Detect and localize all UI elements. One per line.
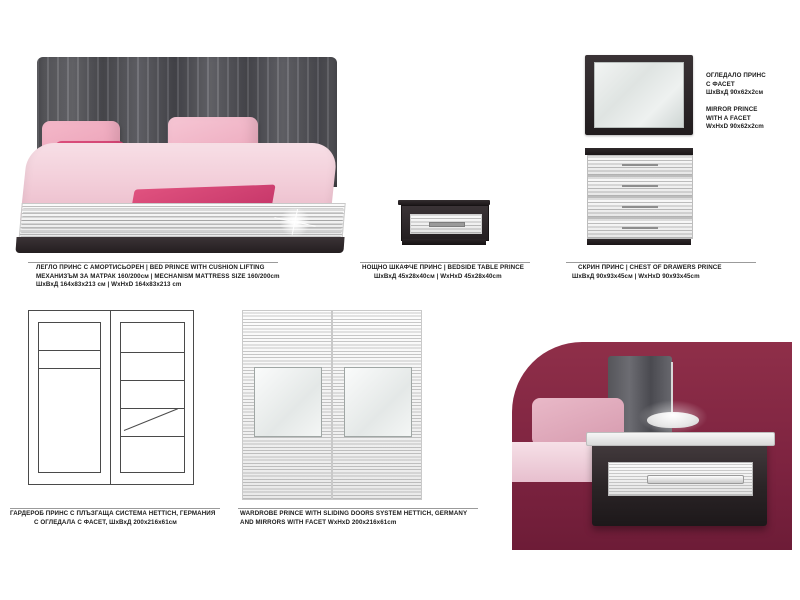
mirror-glass: [594, 62, 684, 128]
caption-chest-line2: ШхВхД 90х93х45см | WxHxD 90x93x45cm: [572, 272, 700, 280]
wardrobe-frame-right-inner-right: [184, 322, 185, 473]
caption-bedside-line1: НОЩНО ШКАФЧЕ ПРИНС | BEDSIDE TABLE PRINCE: [362, 264, 525, 271]
bedside-base: [402, 239, 486, 245]
chest-handle-2: [622, 185, 658, 187]
wardrobe-frame-right-inner: [120, 322, 121, 473]
divider-bedside: [360, 262, 530, 263]
wardrobe-frame-left-inner-right: [100, 322, 101, 473]
caption-mirror-line3: ШхВхД 90х62х2см: [706, 89, 764, 96]
bedside-drawer-front: [410, 214, 482, 234]
lamp-shade-icon: [647, 412, 699, 428]
room-bedside-table: [592, 440, 767, 526]
chest-body: [587, 155, 691, 239]
bedroom-scene-photo: [500, 332, 792, 550]
wardrobe-outline: [28, 310, 194, 485]
wardrobe-divider-vertical: [110, 310, 111, 485]
bedside-handle: [429, 222, 465, 227]
wardrobe-frame-left-inner: [38, 322, 39, 473]
divider-chest: [566, 262, 756, 263]
caption-bed-line1: ЛЕГЛО ПРИНС С АМОРТИСЬОРЕН | BED PRINCE WITH CUSHION LIFTING: [36, 264, 265, 271]
caption-wardrobe-drawing-line1: ГАРДЕРОБ ПРИНС С ПЛЪЗГАЩА СИСТЕМА HETTICH, ГЕРМАНИЯ: [10, 510, 216, 517]
wardrobe-shelf-right-3: [120, 380, 184, 381]
bedside-table-prince-image: [398, 200, 490, 248]
chest-drawer-3: [587, 197, 693, 218]
room-table-handle: [647, 475, 744, 484]
chest-drawer-1: [587, 155, 693, 176]
room-table-top: [586, 432, 775, 446]
chest-base: [587, 239, 691, 245]
chest-handle-3: [622, 206, 658, 208]
chest-handle-4: [622, 227, 658, 229]
caption-mirror-line2: С ФАСЕТ: [706, 80, 735, 88]
chest-drawer-4: [587, 218, 693, 239]
divider-bed: [28, 262, 278, 263]
caption-mirror-line1: ОГЛЕДАЛО ПРИНС: [706, 72, 766, 79]
wardrobe-shelf-left-3: [38, 368, 100, 369]
wardrobe-prince-photo-image: [242, 310, 422, 500]
mirror-prince-image: [585, 55, 693, 135]
wardrobe-shelf-right-1: [120, 322, 184, 323]
divider-wardrobe-drawing: [10, 508, 220, 509]
wardrobe-mirror-right: [344, 367, 413, 437]
caption-wardrobe-drawing-line2: С ОГЛЕДАЛА С ФАСЕТ, ШхВхД 200х216х61см: [34, 518, 177, 526]
wardrobe-shelf-right-2: [120, 352, 184, 353]
chest-of-drawers-prince-image: [585, 148, 693, 246]
caption-mirror-line7: WxHxD 90x62x2cm: [706, 123, 764, 130]
wardrobe-shelf-left-4: [38, 472, 100, 473]
wardrobe-prince-drawing-image: [28, 310, 194, 485]
chest-drawer-2: [587, 176, 693, 197]
caption-bedside-line2: ШхВхД 45х28х40см | WxHxD 45x28x40cm: [374, 272, 502, 280]
bed-prince-image: [14, 55, 344, 255]
wardrobe-shelf-right-5: [120, 436, 184, 437]
caption-bed-line3: ШхВхД 164х83х213 см | WxHxD 164x83x213 cm: [36, 281, 182, 288]
chest-handle-1: [622, 164, 658, 166]
caption-wardrobe-photo-line2: AND MIRRORS WITH FACET WxHxD 200x216x61cm: [240, 518, 397, 526]
caption-wardrobe-photo-line1: WARDROBE PRINCE WITH SLIDING DOORS SYSTEM HETTICH, GERMANY: [240, 510, 468, 517]
wardrobe-mirror-left: [254, 367, 323, 437]
highlight-sparkle-icon: [272, 207, 318, 237]
wardrobe-shelf-right-6: [120, 472, 184, 473]
chest-top-panel: [585, 148, 693, 155]
caption-mirror-line5: MIRROR PRINCE: [706, 106, 758, 113]
room-wall: [512, 342, 792, 550]
caption-bed-line2: МЕХАНИЗЪМ ЗА МАТРАК 160/200см | MECHANISM MATTRESS SIZE 160/200cm: [36, 272, 280, 280]
room-table-drawer: [608, 462, 753, 496]
divider-wardrobe-photo: [238, 508, 478, 509]
wardrobe-door-right: [332, 310, 422, 500]
bedside-body: [401, 205, 489, 241]
wardrobe-shelf-left-1: [38, 322, 100, 323]
bed-plinth: [15, 237, 344, 253]
caption-chest-line1: СКРИН ПРИНС | CHEST OF DRAWERS PRINCE: [578, 264, 722, 271]
wardrobe-door-left: [242, 310, 332, 500]
caption-mirror-line6: WITH A FACET: [706, 114, 751, 122]
wardrobe-shelf-left-2: [38, 350, 100, 351]
